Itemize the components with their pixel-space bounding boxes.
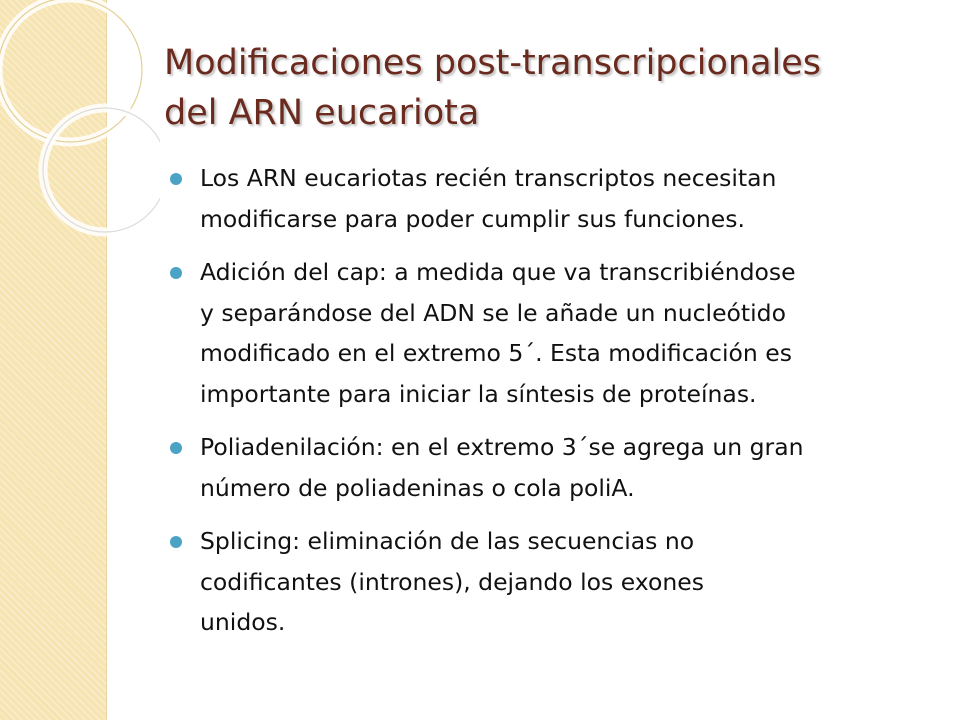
bullet-text-line: unidos. (200, 608, 286, 636)
bullet-text-line: Poliadenilación: en el extremo 3´se agrega un gran (200, 433, 804, 461)
bullet-list (170, 158, 940, 656)
bullet-dot-icon (170, 267, 182, 279)
bullet-dot-icon (170, 536, 182, 548)
bullet-dot-icon (170, 173, 182, 185)
decorative-rings (0, 0, 160, 260)
slide-title-line: Modificaciones post-transcripcionales (164, 43, 822, 83)
bullet-text-line: Adición del cap: a medida que va transcribiéndose (200, 258, 796, 286)
slide-title (164, 38, 924, 138)
slide-title-line: del ARN eucariota (164, 93, 480, 133)
bullet-text-line: Los ARN eucariotas recién transcriptos necesitan (200, 164, 777, 192)
bullet-item (170, 521, 940, 643)
bullet-text-line: Splicing: eliminación de las secuencias no (200, 527, 695, 555)
bullet-dot-icon (170, 442, 182, 454)
bullet-item (170, 158, 940, 239)
bullet-item (170, 427, 940, 508)
bullet-text-line: codificantes (intrones), dejando los exones (200, 567, 704, 596)
bullet-text-line: importante para iniciar la síntesis de proteínas. (200, 379, 757, 408)
bullet-item (170, 252, 940, 414)
bullet-text-line: modificarse para poder cumplir sus funciones. (200, 204, 745, 233)
bullet-text-line: modificado en el extremo 5´. Esta modificación es (200, 339, 792, 367)
bullet-text-line: y separándose del ADN se le añade un nucleótido (200, 298, 786, 327)
bullet-text-line: número de poliadeninas o cola poliA. (200, 473, 635, 502)
